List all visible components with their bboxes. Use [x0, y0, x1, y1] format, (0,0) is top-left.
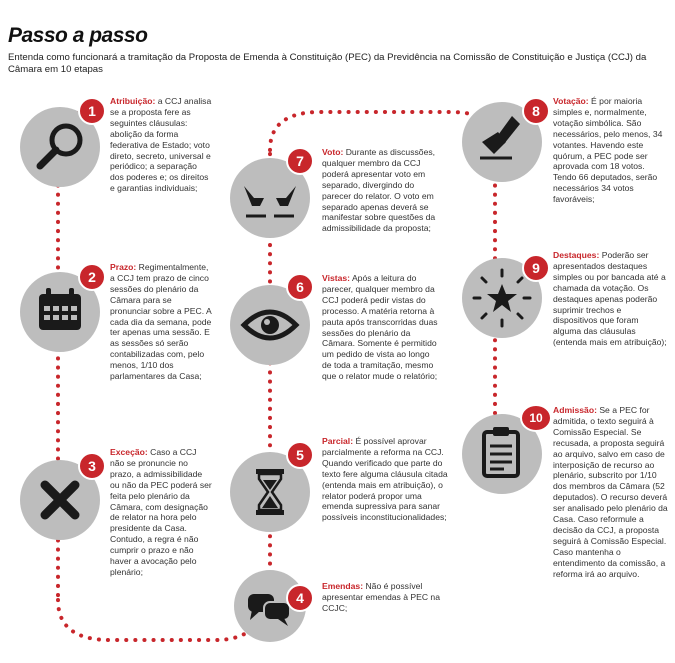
- step-6-title: Vistas:: [322, 273, 351, 283]
- page-subtitle: Entenda como funcionará a tramitação da Proposta de Emenda à Constituição (PEC) da Previdência na Comissão de Constituição e Justiça (CCJ) da Câmara em 10 etapas: [8, 52, 647, 75]
- step-7-text: [322, 147, 444, 234]
- step-9-number: 9: [522, 254, 550, 282]
- step-10-title: Admissão:: [553, 405, 597, 415]
- page-title: Passo a passo: [8, 24, 148, 47]
- step-8-text: [553, 96, 668, 205]
- step-5-title: Parcial:: [322, 436, 354, 446]
- step-6-body: Após a leitura do parecer, qualquer membro da CCJ poderá pedir vistas do processo. A matéria retorna à pauta após transcorridas duas sessões do plenário da Câmara. Somente é permitido um pedido de vista ao longo de toda a tramitação, mesmo que o relator mude o relatório;: [322, 273, 438, 382]
- step-4-body: Não é possível apresentar emendas à PEC na CCJC;: [322, 581, 440, 613]
- step-2-title: Prazo:: [110, 262, 137, 272]
- step-7-title: Voto:: [322, 147, 344, 157]
- step-9-text: [553, 250, 668, 348]
- step-3-number: 3: [78, 452, 106, 480]
- step-1-number: 1: [78, 97, 106, 125]
- step-2-body: Regimentalmente, a CCJ tem prazo de cinco sessões do plenário da Câmara para se pronunciar sobre a PEC. A cada dia da semana, pode ter apenas uma sessão. E as sessões só serão contabilizadas com, pelo menos, 1/10 dos parlamentares da Casa;: [110, 262, 212, 382]
- step-2-number: 2: [78, 263, 106, 291]
- step-1-text: [110, 96, 213, 194]
- step-6-number: 6: [286, 273, 314, 301]
- step-5-text: [322, 436, 450, 523]
- step-8-title: Votação:: [553, 96, 589, 106]
- step-9-title: Destaques:: [553, 250, 600, 260]
- step-4-title: Emendas:: [322, 581, 364, 591]
- step-3-body: Caso a CCJ não se pronuncie no prazo, a admissibilidade ou não da PEC poderá ser feita pelo plenário da Câmara, com designação de relator na hora pelo presidente da Casa. Contudo, a regra é não cumprir o prazo e não haver a avocação pelo plenário;: [110, 447, 212, 577]
- step-6-text: [322, 273, 440, 382]
- step-10-number: 10: [520, 404, 552, 432]
- step-2-text: [110, 262, 213, 382]
- step-9-body: Poderão ser apresentados destaques simples ou por bancada até a chamada da votação. Os destaques apenas poderão suprimir trechos e dispositivos que foram alguma das cláusulas (entenda mais em atribuição);: [553, 250, 667, 348]
- step-7-body: Durante as discussões, qualquer membro da CCJ poderá apresentar voto em separado, divergindo do parecer do relator. O voto em separado apenas deverá se manifestar sobre questões da admissibilidade da proposta;: [322, 147, 436, 234]
- step-8-body: É por maioria simples e, normalmente, votação simbólica. São necessários, pelo menos, 34 votantes. Havendo este quórum, a PEC pode ser aprovada com 18 votos. Tendo 66 deputados, serão necessários 34 votos favoráveis;: [553, 96, 663, 205]
- step-5-body: É possível aprovar parcialmente a reforma na CCJ. Quando verificado que parte do texto fere alguma cláusula citada (entenda mais em atribuição), o relator poderá propor uma emenda supressiva para sanar possíveis inconstitucionalidades;: [322, 436, 448, 523]
- step-4-number: 4: [286, 584, 314, 612]
- step-10-text: [553, 405, 668, 580]
- step-8-number: 8: [522, 97, 550, 125]
- step-3-text: [110, 447, 213, 578]
- step-5-number: 5: [286, 441, 314, 469]
- step-10-body: Se a PEC for admitida, o texto seguirá à Comissão Especial. Se recusada, a proposta seguirá ao arquivo, salvo em caso de interposição de recurso ao plenário, subscrito por 1/10 dos membros da Câmara (52 deputados). O recurso deverá ser analisado pelo plenário da Casa. Caso reformule a decisão da CCJ, a proposta seguirá à Comissão Especial. Caso mantenha o entendimento da comissão, a reforma irá ao arquivo.: [553, 405, 668, 579]
- step-3-title: Exceção:: [110, 447, 148, 457]
- step-1-title: Atribuição:: [110, 96, 156, 106]
- step-1-body: a CCJ analisa se a proposta fere as seguintes cláusulas: abolição da forma federativa de Estado; voto direto, secreto, universal e periódico; a separação dos poderes e; os direitos e garantias individuais;: [110, 96, 212, 194]
- step-7-number: 7: [286, 147, 314, 175]
- step-4-text: [322, 581, 440, 614]
